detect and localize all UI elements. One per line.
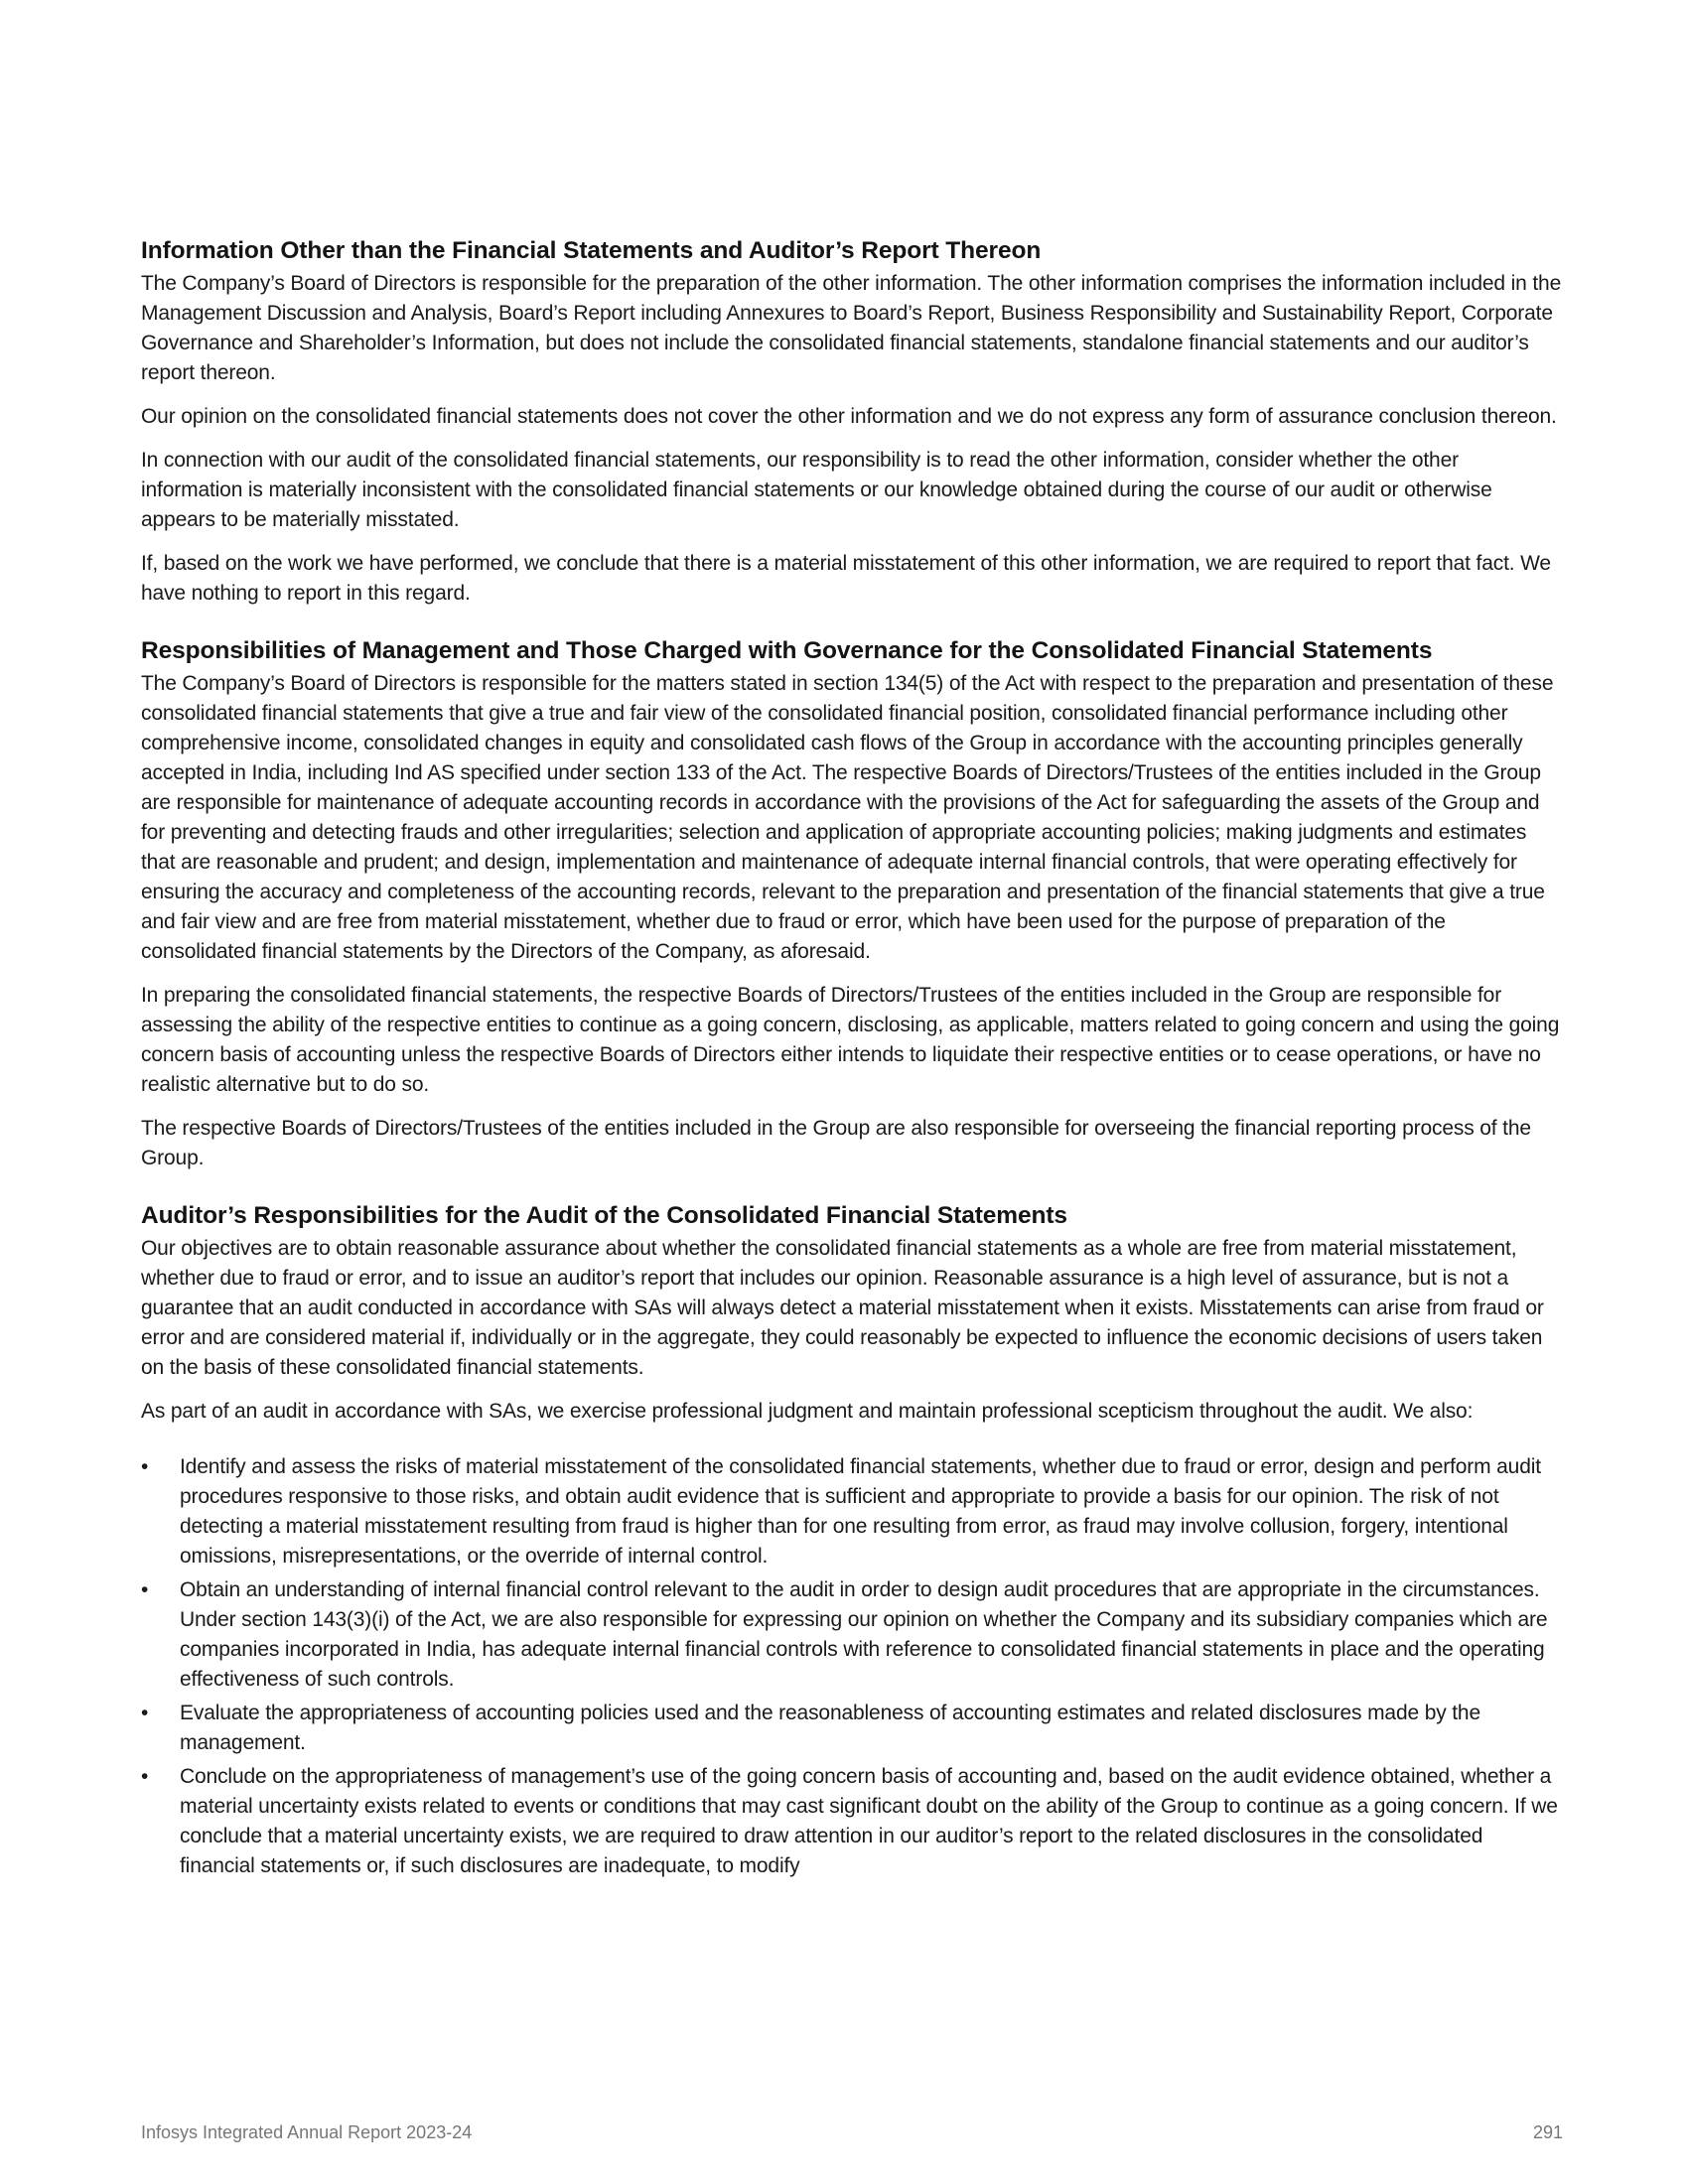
section-other-information <box>141 234 1563 609</box>
section-auditor-responsibilities <box>141 1199 1563 1881</box>
bullet-icon: • <box>141 1578 149 1601</box>
paragraph: As part of an audit in accordance with SAs, we exercise professional judgment and maintain professional scepticism throughout the audit. We also: <box>141 1400 1474 1423</box>
paragraph: In preparing the consolidated financial statements, the respective Boards of Directors/Trustees of the entities included in the Group are responsible for assessing the ability of the respective entities to continue as a going concern, disclosing, as applicable, matters related to going concern and using the going concern basis of accounting unless the respective Boards of Directors either intends to liquidate their respective entities or to cease operations, or have no realistic alternative but to do so. <box>141 984 1560 1096</box>
paragraph: If, based on the work we have performed, we conclude that there is a material misstatement of this other information, we are required to report that fact. We have nothing to report in this regard. <box>141 552 1551 605</box>
list-item-text: Obtain an understanding of internal financial control relevant to the audit in order to design audit procedures that are appropriate in the circumstances. Under section 143(3)(i) of the Act, we are also responsible for expressing our opinion on whether the Company and its subsidiary companies which are companies incorporated in India, has adequate internal financial controls with reference to consolidated financial statements in place and the operating effectiveness of such controls. <box>180 1578 1548 1691</box>
paragraph: The Company’s Board of Directors is responsible for the matters stated in section 134(5) of the Act with respect to the preparation and presentation of these consolidated financial statements that give a true and fair view of the consolidated financial position, consolidated financial performance including other comprehensive income, consolidated changes in equity and consolidated cash flows of the Group in accordance with the accounting principles generally accepted in India, including Ind AS specified under section 133 of the Act. The respective Boards of Directors/Trustees of the entities included in the Group are responsible for maintenance of adequate accounting records in accordance with the provisions of the Act for safeguarding the assets of the Group and for preventing and detecting frauds and other irregularities; selection and application of appropriate accounting policies; making judgments and estimates that are reasonable and prudent; and design, implementation and maintenance of adequate internal financial controls, that were operating effectively for ensuring the accuracy and completeness of the accounting records, relevant to the preparation and presentation of the financial statements that give a true and fair view and are free from material misstatement, whether due to fraud or error, which have been used for the purpose of preparation of the consolidated financial statements by the Directors of the Company, as aforesaid. <box>141 672 1554 963</box>
footer-report-title: Infosys Integrated Annual Report 2023-24 <box>141 2122 473 2142</box>
bullet-icon: • <box>141 1455 149 1478</box>
list-item <box>141 1699 1563 1758</box>
list-item <box>141 1762 1563 1881</box>
paragraph: The respective Boards of Directors/Trustees of the entities included in the Group are also responsible for overseeing the financial reporting process of the Group. <box>141 1117 1531 1169</box>
bullet-icon: • <box>141 1702 149 1724</box>
section-heading: Auditor’s Responsibilities for the Audit of the Consolidated Financial Statements <box>141 1202 1067 1229</box>
report-page <box>141 234 1563 1907</box>
paragraph: Our objectives are to obtain reasonable assurance about whether the consolidated financial statements as a whole are free from material misstatement, whether due to fraud or error, and to issue an auditor’s report that includes our opinion. Reasonable assurance is a high level of assurance, but is not a guarantee that an audit conducted in accordance with SAs will always detect a material misstatement when it exists. Misstatements can arise from fraud or error and are considered material if, individually or in the aggregate, they could reasonably be expected to influence the economic decisions of users taken on the basis of these consolidated financial statements. <box>141 1237 1544 1379</box>
section-heading: Information Other than the Financial Statements and Auditor’s Report Thereon <box>141 237 1042 264</box>
list-item <box>141 1452 1563 1571</box>
bullet-list <box>141 1452 1563 1881</box>
list-item-text: Identify and assess the risks of material misstatement of the consolidated financial statements, whether due to fraud or error, design and perform audit procedures responsive to those risks, and obtain audit evidence that is sufficient and appropriate to provide a basis for our opinion. The risk of not detecting a material misstatement resulting from fraud is higher than for one resulting from error, as fraud may involve collusion, forgery, intentional omissions, misrepresentations, or the override of internal control. <box>180 1455 1541 1568</box>
list-item <box>141 1575 1563 1695</box>
section-heading: Responsibilities of Management and Those Charged with Governance for the Consolidated Financial Statements <box>141 637 1433 664</box>
paragraph: The Company’s Board of Directors is responsible for the preparation of the other information. The other information comprises the information included in the Management Discussion and Analysis, Board’s Report including Annexures to Board’s Report, Business Responsibility and Sustainability Report, Corporate Governance and Shareholder’s Information, but does not include the consolidated financial statements, standalone financial statements and our auditor’s report thereon. <box>141 272 1562 384</box>
paragraph: In connection with our audit of the consolidated financial statements, our responsibility is to read the other information, consider whether the other information is materially inconsistent with the consolidated financial statements or our knowledge obtained during the course of our audit or otherwise appears to be materially misstated. <box>141 449 1492 531</box>
list-item-text: Evaluate the appropriateness of accounting policies used and the reasonableness of accounting estimates and related disclosures made by the management. <box>180 1702 1480 1754</box>
bullet-icon: • <box>141 1765 149 1788</box>
section-management-responsibilities <box>141 634 1563 1173</box>
page-number: 291 <box>1532 2122 1563 2142</box>
paragraph: Our opinion on the consolidated financial statements does not cover the other information and we do not express any form of assurance conclusion thereon. <box>141 405 1557 428</box>
list-item-text: Conclude on the appropriateness of management’s use of the going concern basis of accounting and, based on the audit evidence obtained, whether a material uncertainty exists related to events or conditions that may cast significant doubt on the ability of the Group to continue as a going concern. If we conclude that a material uncertainty exists, we are required to draw attention in our auditor’s report to the related disclosures in the consolidated financial statements or, if such disclosures are inadequate, to modify <box>180 1765 1558 1877</box>
